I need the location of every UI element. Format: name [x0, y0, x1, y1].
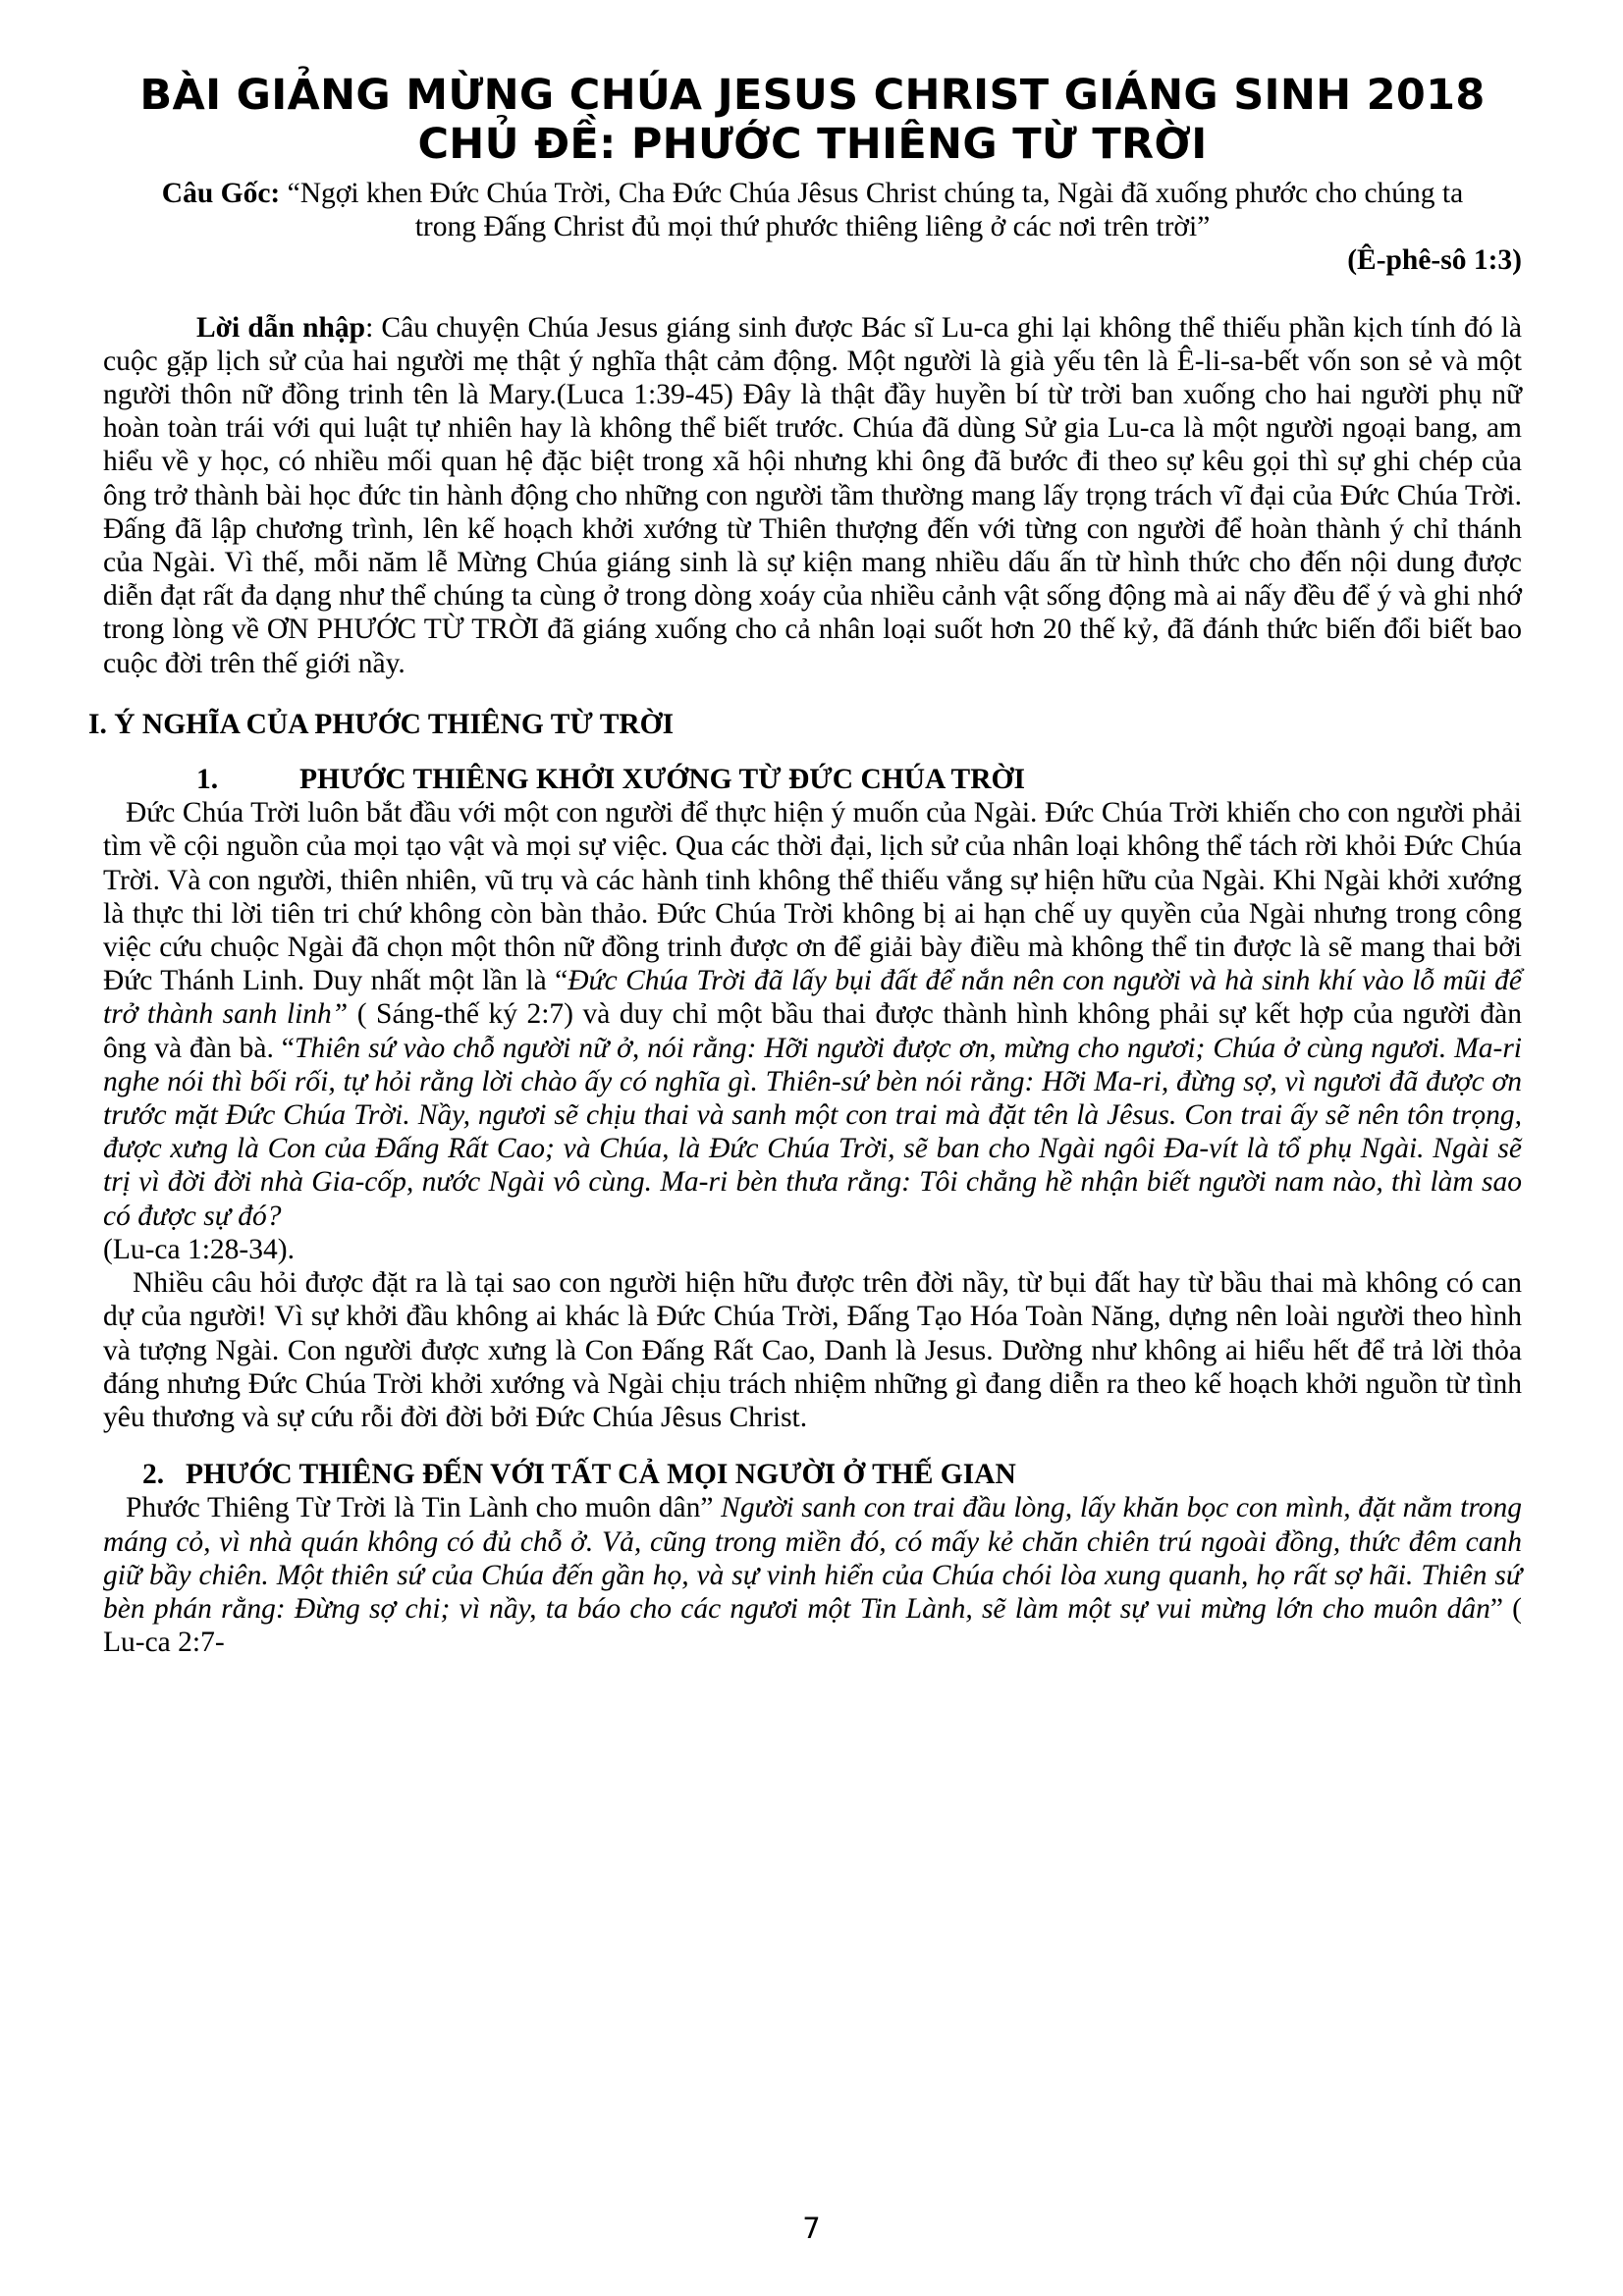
subsection-1-number: 1.	[196, 764, 219, 796]
scripture-reference: ” ( Lu-ca 2:7-	[103, 1592, 1523, 1659]
body-text: Đức Chúa Trời luôn bắt đầu với một con người để thực hiện ý muốn của Ngài. Đức Chúa Trời khiến cho con người phải tìm về cội nguồn của mọi tạo vật và mọi sự việc. Qua các thời đại, lịch sử của nhân loại không thể tách rời khỏi Đức Chúa Trời. Và con người, thiên nhiên, vũ trụ và các hành tinh không thể thiếu vắng sự hiện hữu của Ngài. Khi Ngài khởi xướng là thực thi lời tiên tri chứ không còn bàn thảo. Đức Chúa Trời không bị ai hạn chế uy quyền của Ngài nhưng trong công việc cứu chuộc Ngài đã chọn một thôn nữ đồng trinh được ơn để giải bày điều mà không thể tin được là sẽ mang thai bởi Đức Thánh Linh. Duy nhất một lần là “	[103, 797, 1522, 997]
subsection-1-paragraph-2: Nhiều câu hỏi được đặt ra là tại sao con người hiện hữu được trên đời nầy, từ bụi đất hay từ bầu thai mà không có can dự của người! Vì sự khởi đầu không ai khác là Đức Chúa Trời, Đấng Tạo Hóa Toàn Năng, dựng nên loài người theo hình và tượng Ngài. Con người được xưng là Con Đấng Rất Cao, Danh là Jesus. Dường như không ai hiểu hết để trả lời thỏa đáng nhưng Đức Chúa Trời khởi xướng và Ngài chịu trách nhiệm những gì đang diễn ra theo kế hoạch khởi nguồn từ tình yêu thương và sự cứu rỗi đời đời bởi Đức Chúa Jêsus Christ.	[103, 1267, 1522, 1433]
scripture-reference: (Lu-ca 1:28-34).	[103, 1233, 295, 1265]
document-title-line2: CHỦ ĐỀ: PHƯỚC THIÊNG TỪ TRỜI	[417, 120, 1208, 169]
key-verse-label: Câu Gốc:	[161, 178, 288, 209]
key-verse-text: “Ngợi khen Đức Chúa Trời, Cha Đức Chúa Jêsus Christ chúng ta, Ngài đã xuống phước cho chúng ta trong Đấng Christ đủ mọi thứ phước thiêng liêng ở các nơi trên trời”	[287, 178, 1464, 243]
scripture-quote: Thiên sứ vào chỗ người nữ ở, nói rằng: Hỡi người được ơn, mừng cho ngươi; Chúa ở cùng ngươi. Ma-ri nghe nói thì bối rối, tự hỏi rằng lời chào ấy có nghĩa gì. Thiên-sứ bèn nói rằng: Hỡi Ma-ri, đừng sợ, vì ngươi đã được ơn trước mặt Đức Chúa Trời. Nầy, ngươi sẽ chịu thai và sanh một con trai mà đặt tên là Jêsus. Con trai ấy sẽ nên tôn trọng, được xưng là Con của Đấng Rất Cao; và Chúa, là Đức Chúa Trời, sẽ ban cho Ngài ngôi Đa-vít là tổ phụ Ngài. Ngài sẽ trị vì đời đời nhà Gia-cốp, nước Ngài vô cùng. Ma-ri bèn thưa rằng: Tôi chẳng hề nhận biết người nam nào, thì làm sao có được sự đó?	[103, 1032, 1523, 1232]
section-1-heading: I. Ý NGHĨA CỦA PHƯỚC THIÊNG TỪ TRỜI	[88, 708, 675, 740]
scripture-quote: Đức Chúa Trời đã lấy bụi đất để nắn nên con người và hà sinh khí vào lỗ mũi để trở thành sanh linh”	[103, 965, 1522, 1031]
key-verse-reference: (Ê-phê-sô 1:3)	[1347, 244, 1522, 277]
subsection-2-title: PHƯỚC THIÊNG ĐẾN VỚI TẤT CẢ MỌI NGƯỜI Ở THẾ GIAN	[186, 1459, 1016, 1491]
scripture-quote: Người sanh con trai đầu lòng, lấy khăn bọc con mình, đặt nằm trong máng cỏ, vì nhà quán không có đủ chỗ ở. Vả, cũng trong miền đó, có mấy kẻ chăn chiên trú ngoài đồng, thức đêm canh giữ bầy chiên. Một thiên sứ của Chúa đến gần họ, và sự vinh hiển của Chúa chói lòa xung quanh, họ rất sợ hãi. Thiên sứ bèn phán rằng: Đừng sợ chi; vì nầy, ta báo cho các ngươi một Tin Lành, sẽ làm một sự vui mừng lớn cho muôn dân	[103, 1492, 1523, 1625]
document-page	[88, 71, 1523, 1659]
subsection-1-title: PHƯỚC THIÊNG KHỞI XƯỚNG TỪ ĐỨC CHÚA TRỜI	[299, 764, 1025, 796]
intro-paragraph	[103, 311, 1522, 680]
subsection-2-heading	[142, 1458, 1522, 1491]
page-number: 7	[802, 2212, 821, 2245]
subsection-2-number: 2.	[142, 1459, 165, 1491]
intro-text: : Câu chuyện Chúa Jesus giáng sinh được Bác sĩ Lu-ca ghi lại không thể thiếu phần kịch tính đó là cuộc gặp lịch sử của hai người mẹ thật ý nghĩa thật cảm động. Một người là già yếu tên là Ê-li-sa-bết vốn son sẻ và một người thôn nữ đồng trinh tên là Mary.(Luca 1:39-45) Đây là thật đầy huyền bí từ trời ban xuống cho hai người phụ nữ hoàn toàn trái với qui luật tự nhiên hay là không thể biết trước. Chúa đã dùng Sử gia Lu-ca là một người ngoại bang, am hiểu về y học, có nhiều mối quan hệ đặc biệt trong xã hội nhưng khi ông đã bước đi theo sự kêu gọi thì sự ghi chép của ông trở thành bài học đức tin hành động cho những con người tầm thường mang lấy trọng trách vĩ đại của Đức Chúa Trời. Đấng đã lập chương trình, lên kế hoạch khởi xướng từ Thiên thượng đến với từng con người để hoàn thành ý chỉ thánh của Ngài. Vì thế, mỗi năm lễ Mừng Chúa giáng sinh là sự kiện mang nhiều dấu ấn từ hình thức cho đến nội dung được diễn đạt rất đa dạng như thể chúng ta cùng ở trong dòng xoáy của nhiều cảnh vật sống động mà ai nấy đều để ý và ghi nhớ trong lòng về ƠN PHƯỚC TỪ TRỜI đã giáng xuống cho cả nhân loại suốt hơn 20 thế kỷ, đã đánh thức biến đổi biết bao cuộc đời trên thế giới nầy.	[103, 311, 1522, 679]
subsection-1-heading	[196, 763, 1522, 796]
subsection-1-paragraph-1	[103, 796, 1522, 1266]
body-text: ( Sáng-thế ký 2:7) và duy chỉ một bầu thai được thành hình không phải sự kết hợp của người đàn ông và đàn bà. “	[103, 998, 1522, 1064]
intro-label: Lời dẫn nhập	[196, 311, 366, 344]
key-verse	[103, 177, 1522, 243]
subsection-2-paragraph-1	[103, 1491, 1522, 1659]
body-text: Phước Thiêng Từ Trời là Tin Lành cho muôn dân”	[126, 1492, 722, 1524]
document-title-line1: BÀI GIẢNG MỪNG CHÚA JESUS CHRIST GIÁNG SINH 2018	[139, 71, 1486, 120]
